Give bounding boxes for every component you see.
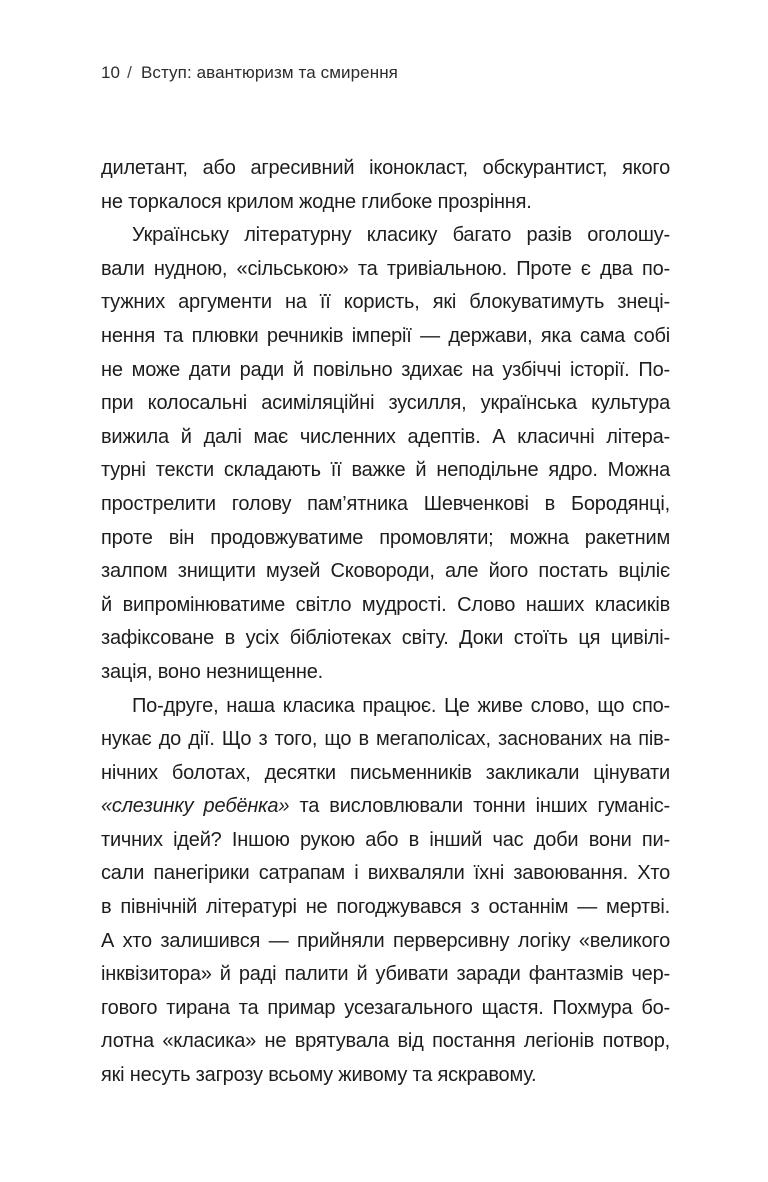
text-line (101, 589, 670, 623)
text-line (101, 186, 670, 220)
text-line-content (101, 757, 670, 791)
text-segment: залпом знищити музей Сковороди, але його постать вціліє (101, 560, 670, 583)
running-header (101, 62, 398, 83)
text-segment: тужних аргументи на її користь, які блокуватимуть знеці- (101, 291, 670, 314)
paragraph (101, 219, 670, 689)
text-segment: нукає до дії. Що з того, що в мегаполісах, заснованих на пів- (101, 728, 670, 751)
text-line (101, 891, 670, 925)
text-line-content (101, 925, 670, 959)
text-line (101, 219, 670, 253)
text-line (101, 555, 670, 589)
text-line-content (101, 891, 670, 925)
text-line (101, 354, 670, 388)
text-line-content (101, 522, 670, 556)
text-segment: зація, воно незнищенне. (101, 660, 324, 683)
text-segment: Українську літературну класику багато разів оголошу- (132, 224, 670, 247)
text-line-content (101, 421, 670, 455)
text-line-content (101, 589, 670, 623)
text-line (101, 253, 670, 287)
text-segment: вали нудною, «сільською» та тривіальною. Проте є два по- (101, 257, 670, 280)
chapter-title: Вступ: авантюризм та смирення (140, 63, 398, 82)
text-segment: дилетант, або агресивний іконокласт, обскурантист, якого (101, 157, 670, 179)
text-line (101, 488, 670, 522)
text-line-content (101, 1025, 670, 1059)
text-segment: та висловлювали тонни інших гуманіс- (289, 795, 670, 818)
text-line-content (101, 320, 670, 354)
text-segment: сали панегірики сатрапам і вихваляли їхні завоювання. Хто (101, 862, 670, 885)
text-line-content (132, 690, 670, 724)
text-segment: не торкалося крилом жодне глибоке прозріння. (101, 190, 532, 213)
text-segment: в північній літературі не погоджувався з останнім — мертві. (101, 896, 670, 919)
text-segment: По-друге, наша класика працює. Це живе слово, що спо- (132, 694, 670, 717)
text-line (101, 958, 670, 992)
text-line (101, 320, 670, 354)
text-line (101, 286, 670, 320)
text-line (101, 1059, 670, 1093)
text-line-content (101, 555, 670, 589)
text-segment: які несуть загрозу всьому живому та яскравому. (101, 1064, 537, 1087)
text-segment: зафіксоване в усіх бібліотеках світу. Доки стоїть ця цивілі- (101, 627, 670, 650)
text-line (101, 622, 670, 656)
text-segment: при колосальні асиміляційні зусилля, українська культура (101, 392, 670, 415)
text-line (101, 857, 670, 891)
text-line (101, 925, 670, 959)
text-line-content (101, 723, 670, 757)
text-line-content (101, 488, 670, 522)
text-line-content (101, 992, 670, 1026)
text-line-content (101, 454, 670, 488)
text-segment: вижила й далі має численних адептів. А класичні літера- (101, 425, 670, 448)
text-segment: лотна «класика» не врятувала від постання легіонів потвор, (101, 1030, 670, 1053)
text-segment: прострелити голову пам’ятника Шевченкові в Бородянці, (101, 492, 670, 515)
text-segment: нічних болотах, десятки письменників закликали цінувати (101, 761, 670, 784)
italic-text-segment: «слезинку ребёнка» (101, 795, 290, 818)
text-line-content (101, 824, 670, 858)
page-text-column (101, 152, 670, 1093)
text-line (101, 454, 670, 488)
header-separator: / (127, 63, 132, 82)
text-line (101, 1025, 670, 1059)
text-line (101, 421, 670, 455)
text-line (101, 790, 670, 824)
paragraph (101, 152, 670, 219)
text-line-content (101, 387, 670, 421)
text-line-content (101, 354, 670, 388)
text-line (101, 757, 670, 791)
text-line (101, 656, 670, 690)
text-line-content (101, 622, 670, 656)
text-segment: турні тексти складають її важке й неподільне ядро. Можна (101, 459, 670, 482)
text-segment: А хто залишився — прийняли перверсивну логіку «великого (101, 929, 670, 952)
paragraph (101, 690, 670, 1093)
text-segment: нення та плювки речників імперії — держави, яка сама собі (101, 324, 670, 347)
text-line-content (101, 790, 670, 824)
page-number: 10 (101, 63, 121, 82)
text-segment: гового тирана та примар усезагального щастя. Похмура бо- (101, 996, 670, 1019)
text-line-content (101, 656, 323, 690)
text-segment: інквізитора» й раді палити й убивати заради фантазмів чер- (101, 963, 670, 986)
text-line-content (101, 253, 670, 287)
text-line-content (132, 219, 670, 253)
text-line (101, 723, 670, 757)
text-line-content (101, 1059, 536, 1093)
text-line (101, 522, 670, 556)
text-line (101, 152, 670, 186)
text-line-content (101, 857, 670, 891)
text-line-content (101, 958, 670, 992)
text-segment: проте він продовжуватиме промовляти; можна ракетним (101, 526, 670, 549)
text-segment: й випромінюватиме світло мудрості. Слово наших класиків (101, 593, 670, 616)
text-segment: тичних ідей? Іншою рукою або в інший час доби вони пи- (101, 828, 670, 851)
text-segment: не може дати ради й повільно здихає на узбіччі історії. По- (101, 358, 670, 381)
text-line (101, 824, 670, 858)
text-line (101, 992, 670, 1026)
text-line-content (101, 152, 670, 186)
text-line-content (101, 286, 670, 320)
text-line-content (101, 186, 532, 220)
text-line (101, 387, 670, 421)
text-line (101, 690, 670, 724)
